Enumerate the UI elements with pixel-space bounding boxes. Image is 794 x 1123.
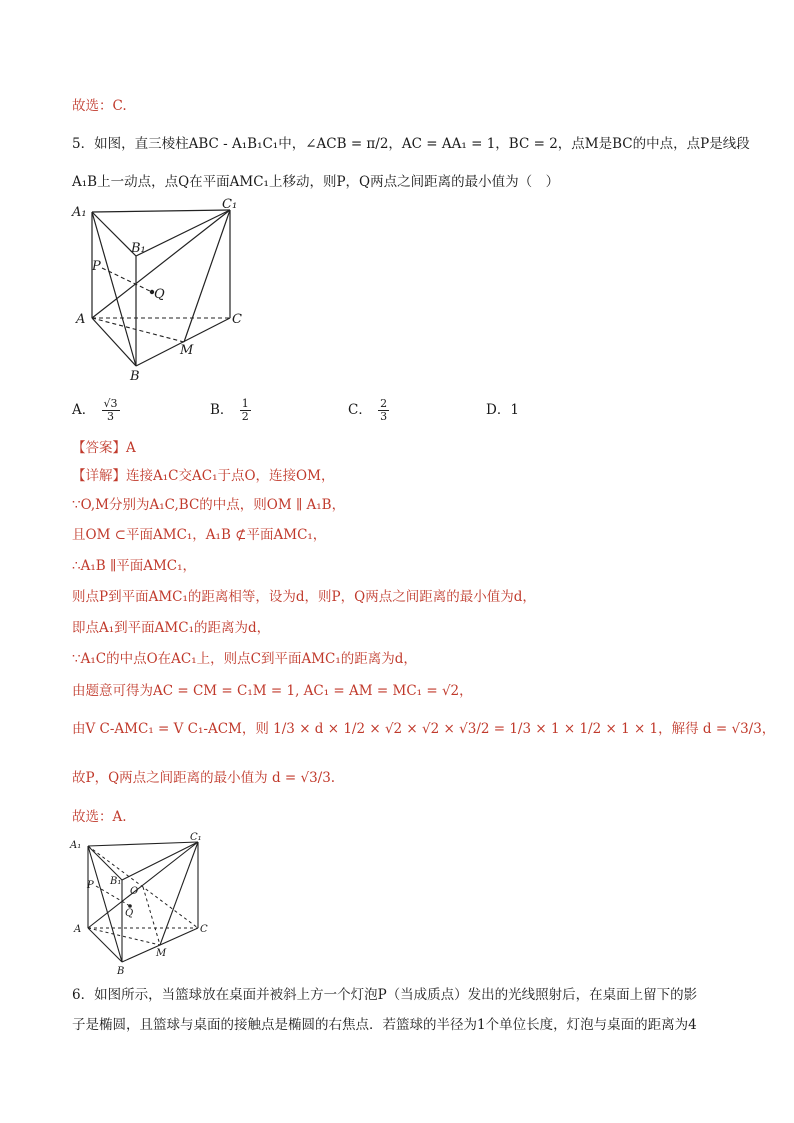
option-b[interactable]: B． $\frac{1}{2}$ [210, 397, 249, 423]
detail-line-8: 由题意可得为AC = CM = C₁M = 1, AC₁ = AM = MC₁ = √2， [72, 683, 473, 699]
label-b: B [130, 369, 140, 384]
answer-line [72, 438, 136, 458]
label-a: A [76, 312, 86, 327]
detail-line-5: 则点P到平面AMC₁的距离相等，设为d，则P，Q两点之间距离的最小值为d， [72, 589, 536, 605]
answer-tag: 【答案】 [72, 440, 126, 456]
label-q: Q [154, 287, 165, 302]
choice-line: 故选：A. [72, 809, 127, 825]
prism-figure-1 [66, 196, 256, 386]
detail-line-1: 【详解】连接A₁C交AC₁于点O，连接OM， [72, 468, 335, 484]
q5-line-2: A₁B上一动点，点Q在平面AMC₁上移动，则P，Q两点之间距离的最小值为（ ） [72, 174, 560, 190]
label-m: M [180, 343, 194, 358]
detail-line-4: ∴A₁B ∥平面AMC₁， [72, 558, 197, 574]
fig2-label-c: C [200, 924, 208, 935]
option-c[interactable]: C． $\frac{2}{3}$ [348, 397, 388, 423]
previous-answer: 故选：C. [72, 98, 127, 114]
fig2-label-b: B [117, 966, 125, 977]
label-c1: C₁ [222, 197, 238, 212]
q5-line-1: 5．如图，直三棱柱ABC - A₁B₁C₁中，∠ACB = π/2，AC = AA₁ = 1，BC = 2，点M是BC的中点，点P是线段 [72, 136, 750, 152]
detail-line-7: ∵A₁C的中点O在AC₁上，则点C到平面AMC₁的距离为d， [72, 651, 417, 667]
option-a[interactable]: A． $\frac{√3}{3}$ [72, 397, 118, 423]
fig2-label-b1: B₁ [110, 876, 122, 887]
fig2-label-a1: A₁ [70, 840, 82, 851]
fig2-label-p: P [87, 880, 94, 891]
detail-tag: 【详解】 [72, 468, 126, 484]
q6-line-2: 子是椭圆，且篮球与桌面的接触点是椭圆的右焦点．若篮球的半径为1个单位长度，灯泡与桌面的距离为4 [72, 1017, 697, 1033]
fig2-label-a: A [74, 924, 82, 935]
option-d[interactable]: D．1 [486, 402, 519, 418]
fig2-label-m: M [156, 948, 167, 959]
detail-line-6: 即点A₁到平面AMC₁的距离为d， [72, 620, 271, 636]
fig2-label-q: Q [125, 908, 134, 919]
label-b1: B₁ [131, 241, 146, 256]
detail-line-2: ∵O,M分别为A₁C,BC的中点，则OM ∥ A₁B， [72, 497, 346, 513]
detail-line-3: 且OM ⊂平面AMC₁，A₁B ⊄平面AMC₁， [72, 527, 327, 543]
label-a1: A₁ [72, 205, 87, 220]
label-p: P [92, 259, 101, 274]
prism-figure-2 [66, 832, 216, 980]
q6-line-1: 6．如图所示，当篮球放在桌面并被斜上方一个灯泡P（当成质点）发出的光线照射后，在桌面上留下的影 [72, 987, 698, 1003]
label-c: C [232, 312, 242, 327]
detail-line-10: 故P，Q两点之间距离的最小值为 d = √3/3. [72, 770, 336, 786]
detail-line-9: 由V C-AMC₁ = V C₁-ACM，则 1/3 × d × 1/2 × √2 × √2 × √3/2 = 1/3 × 1 × 1/2 × 1 × 1，解得 d = √3/3， [72, 721, 776, 737]
answer-value: A [126, 440, 136, 456]
fig2-label-c1: C₁ [190, 832, 202, 843]
fig2-label-o: O [130, 886, 139, 897]
